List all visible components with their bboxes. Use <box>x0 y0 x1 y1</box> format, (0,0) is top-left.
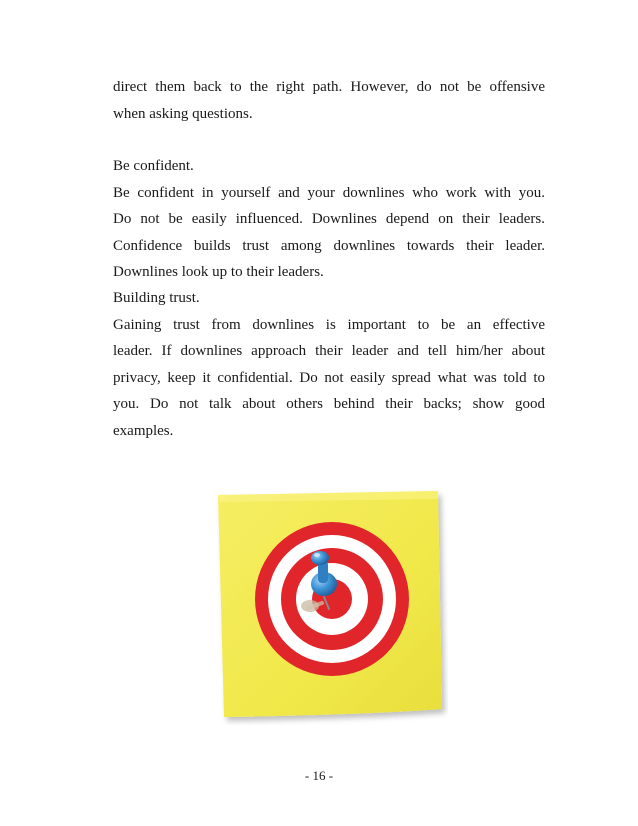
page-number: - 16 - <box>304 768 334 783</box>
section-building-trust <box>113 285 545 444</box>
text-line: direct them back to the right path. However, do not be offensive <box>113 79 545 95</box>
text-line: when asking questions. <box>113 105 253 122</box>
text-line: Do not be easily influenced. Downlines depend on their leaders. <box>113 211 545 227</box>
text-line: leader. If downlines approach their leader and tell him/her about <box>113 343 545 359</box>
text-line: examples. <box>113 422 174 439</box>
target-icon <box>212 487 448 725</box>
text-line: Be confident in yourself and your downlines who work with you. <box>113 184 545 201</box>
section-be-confident <box>113 153 545 286</box>
text-line: Confidence builds trust among downlines towards their leader. <box>113 237 545 254</box>
text-line: privacy, keep it confidential. Do not easily spread what was told to <box>113 369 545 386</box>
text-line: Gaining trust from downlines is important to be an effective <box>113 316 545 333</box>
paragraph-continuation <box>113 74 545 127</box>
section-heading: Be confident. <box>113 158 194 174</box>
section-heading: Building trust. <box>113 290 200 306</box>
target-sticky-note-illustration <box>212 487 448 725</box>
text-line: you. Do not talk about others behind their backs; show good <box>113 396 545 412</box>
text-line: Downlines look up to their leaders. <box>113 264 324 280</box>
